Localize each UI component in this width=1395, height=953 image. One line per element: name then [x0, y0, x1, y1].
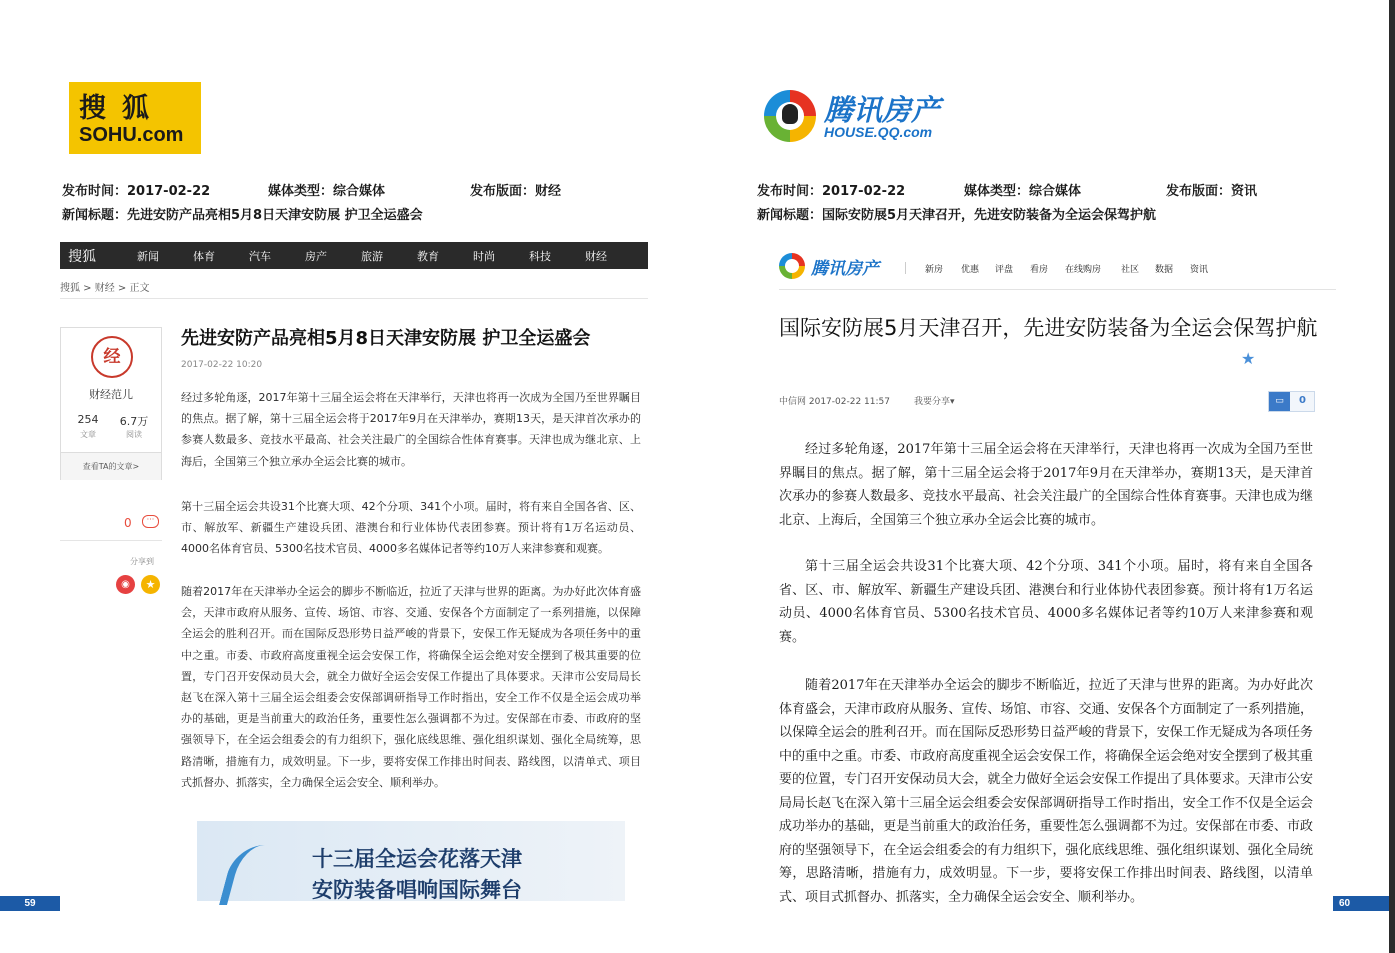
- sohu-nav-item[interactable]: 房产: [305, 250, 327, 263]
- breadcrumb[interactable]: 搜狐 > 财经 > 正文: [60, 283, 150, 294]
- tencent-nav-item[interactable]: 在线购房: [1065, 265, 1102, 275]
- author-reads-label: 阅读: [126, 430, 142, 439]
- banner-headline: 十三届全运会花落天津: [312, 847, 522, 871]
- tencent-nav-item[interactable]: 看房: [1030, 265, 1049, 275]
- tencent-nav-item[interactable]: 资讯: [1190, 265, 1209, 275]
- tencent-house-logo: [764, 88, 964, 148]
- banner-subheadline: 安防装备唱响国际舞台: [312, 878, 522, 902]
- article-paragraph: 随着2017年在天津举办全运会的脚步不断临近，拉近了天津与世界的距离。为办好此次体育盛会，天津市政府从服务、宣传、场馆、市容、交通、安保各个方面制定了一系列措施，以保障全运会的胜利召开。而在国际反恐形势日益严峻的背景下，安保工作无疑成为各项任务中的重中之重。市委、市政府高度重视全运会安保工作，将确保全运会绝对安全摆到了极其重要的位置，专门召开安保动员大会，就全力做好全运会安保工作提出了具体要求。天津市公安局局长赵飞在深入第十三届全运会组委会安保部调研指导工作时指出，安全工作不仅是全运会成功举办的基础，更是当前重大的政治任务，重要性怎么强调都不为过。安保部在市委、市政府的坚强领导下，在全运会组委会的有力组织下，强化底线思维、强化组织谋划、强化全局统筹，思路清晰，措施有力，成效明显。下一步，要将安保工作排出时间表、路线图，以清单式、项目式抓督办、抓落实，全力确保全运会安全、顺利举办。: [779, 678, 1313, 905]
- comment-icon[interactable]: ···: [142, 515, 159, 528]
- publish-section: 发布版面：资讯: [1166, 184, 1258, 199]
- article-paragraph: 经过多轮角逐，2017年第十三届全运会将在天津举行，天津也将再一次成为全国乃至世界瞩目的焦点。据了解，第十三届全运会将于2017年9月在天津举办，赛期13天，是天津首次承办的参赛人数最多、竞技水平最高、社会关注最广的全国综合性体育赛事。天津也成为继北京、上海后，全国第三个独立承办全运会比赛的城市。: [181, 391, 641, 468]
- article-title: 先进安防产品亮相5月8日天津安防展 护卫全运盛会: [181, 328, 591, 349]
- author-avatar[interactable]: 经: [91, 336, 133, 378]
- sohu-nav-item[interactable]: 时尚: [473, 250, 495, 263]
- weibo-share-icon[interactable]: ◉: [116, 575, 135, 594]
- article-banner-image: [197, 821, 625, 901]
- news-title: 新闻标题：国际安防展5月天津召开，先进安防装备为全运会保驾护航: [757, 208, 1157, 223]
- author-card: [60, 327, 162, 480]
- author-name[interactable]: 财经范儿: [89, 388, 133, 401]
- sohu-nav-item[interactable]: 旅游: [361, 250, 383, 263]
- page-number: 60: [1333, 896, 1389, 911]
- article-paragraph: 第十三届全运会共设31个比赛大项、42个分项、341个小项。届时，将有来自全国各省、区、市、解放军、新疆生产建设兵团、港澳台和行业体协代表团参赛。预计将有1万名运动员、4000名体育官员、5300名技术官员、4000多名媒体记者等约10万人来津参赛和观赛。: [779, 559, 1313, 645]
- publish-time: 发布时间：2017-02-22: [757, 184, 906, 199]
- sohu-logo-cn: 搜狐: [79, 93, 165, 124]
- share-dropdown[interactable]: 我要分享▾: [914, 397, 955, 407]
- book-edge: [1389, 0, 1395, 953]
- sohu-nav-logo[interactable]: 搜狐: [68, 249, 96, 265]
- sohu-nav-item[interactable]: 体育: [193, 250, 215, 263]
- article-time: 2017-02-22 10:20: [181, 360, 263, 370]
- publish-section: 发布版面：财经: [470, 184, 562, 199]
- comment-button[interactable]: [1268, 391, 1315, 412]
- publish-time: 发布时间：2017-02-22: [62, 184, 211, 199]
- page-60: [697, 0, 1395, 953]
- article-title: 国际安防展5月天津召开，先进安防装备为全运会保驾护航: [779, 316, 1318, 340]
- tencent-nav-item[interactable]: 社区: [1121, 265, 1140, 275]
- article-source-time: 中信网 2017-02-22 11:57: [779, 397, 890, 407]
- tencent-nav-item[interactable]: 评盘: [995, 265, 1014, 275]
- sohu-nav-item[interactable]: 财经: [585, 250, 607, 263]
- author-articles-label: 文章: [80, 430, 96, 439]
- article-paragraph: 第十三届全运会共设31个比赛大项、42个分项、341个小项。届时，将有来自全国各省、区、市、解放军、新疆生产建设兵团、港澳台和行业体协代表团参赛。预计将有1万名运动员、4000名体育官员、5300名技术官员、4000多名媒体记者等约10万人来津参赛和观赛。: [181, 500, 641, 556]
- media-type: 媒体类型：综合媒体: [268, 184, 386, 199]
- divider: [60, 298, 648, 299]
- sohu-logo: [69, 82, 201, 154]
- author-reads-count: 6.7万: [119, 415, 149, 428]
- tencent-circle-icon: [779, 253, 805, 279]
- page-number: 59: [0, 896, 60, 911]
- comment-count[interactable]: 0: [124, 516, 132, 530]
- games-emblem-icon: [219, 845, 275, 905]
- view-author-articles-button[interactable]: 查看TA的文章>: [61, 452, 161, 480]
- media-type: 媒体类型：综合媒体: [964, 184, 1082, 199]
- tencent-logo-cn: 腾讯房产: [824, 93, 941, 127]
- divider: [779, 289, 1336, 290]
- sohu-logo-en: SOHU.com: [79, 124, 184, 146]
- favorite-star-icon[interactable]: ★: [141, 575, 160, 594]
- sohu-nav-item[interactable]: 汽车: [249, 250, 271, 263]
- tencent-site-logo[interactable]: [779, 251, 889, 281]
- article-paragraph: 经过多轮角逐，2017年第十三届全运会将在天津举行，天津也将再一次成为全国乃至世界瞩目的焦点。据了解，第十三届全运会将于2017年9月在天津举办，赛期13天，是天津首次承办的参赛人数最多、竞技水平最高、社会关注最广的全国综合性体育赛事。天津也成为继北京、上海后，全国第三个独立承办全运会比赛的城市。: [779, 442, 1313, 528]
- comment-icon: ▭: [1269, 392, 1290, 411]
- tencent-nav-item[interactable]: 新房: [925, 265, 944, 275]
- qq-penguin-icon: [782, 104, 798, 124]
- share-label: 分享到: [130, 557, 154, 566]
- tencent-site-name: 腾讯房产: [811, 259, 879, 279]
- divider: [905, 262, 906, 274]
- divider: [60, 540, 162, 541]
- tencent-nav-item[interactable]: 数据: [1155, 265, 1174, 275]
- sohu-nav-bar: [60, 242, 648, 269]
- news-title: 新闻标题：先进安防产品亮相5月8日天津安防展 护卫全运盛会: [62, 208, 423, 223]
- page-59: [0, 0, 697, 953]
- tencent-article-screenshot: [779, 246, 1339, 905]
- author-articles-count: 254: [77, 413, 99, 426]
- sohu-nav-item[interactable]: 教育: [417, 250, 439, 263]
- comment-count: 0: [1299, 395, 1306, 406]
- tencent-logo-en: HOUSE.QQ.com: [824, 124, 933, 140]
- tencent-nav-item[interactable]: 优惠: [961, 265, 980, 275]
- article-paragraph: 随着2017年在天津举办全运会的脚步不断临近，拉近了天津与世界的距离。为办好此次体育盛会，天津市政府从服务、宣传、场馆、市容、交通、安保各个方面制定了一系列措施，以保障全运会的胜利召开。而在国际反恐形势日益严峻的背景下，安保工作无疑成为各项任务中的重中之重。市委、市政府高度重视全运会安保工作，将确保全运会绝对安全摆到了极其重要的位置，专门召开安保动员大会，就全力做好全运会安保工作提出了具体要求。天津市公安局局长赵飞在深入第十三届全运会组委会安保部调研指导工作时指出，安全工作不仅是全运会成功举办的基础，更是当前重大的政治任务，重要性怎么强调都不为过。安保部在市委、市政府的坚强领导下，在全运会组委会的有力组织下，强化底线思维、强化组织谋划、强化全局统筹，思路清晰，措施有力，成效明显。下一步，要将安保工作排出时间表、路线图，以清单式、项目式抓督办、抓落实，全力确保全运会安全、顺利举办。: [181, 585, 641, 789]
- sohu-nav-item[interactable]: 新闻: [137, 250, 159, 263]
- sohu-article-screenshot: [60, 242, 650, 902]
- favorite-star-icon[interactable]: ★: [1241, 349, 1256, 368]
- sohu-nav-item[interactable]: 科技: [529, 250, 551, 263]
